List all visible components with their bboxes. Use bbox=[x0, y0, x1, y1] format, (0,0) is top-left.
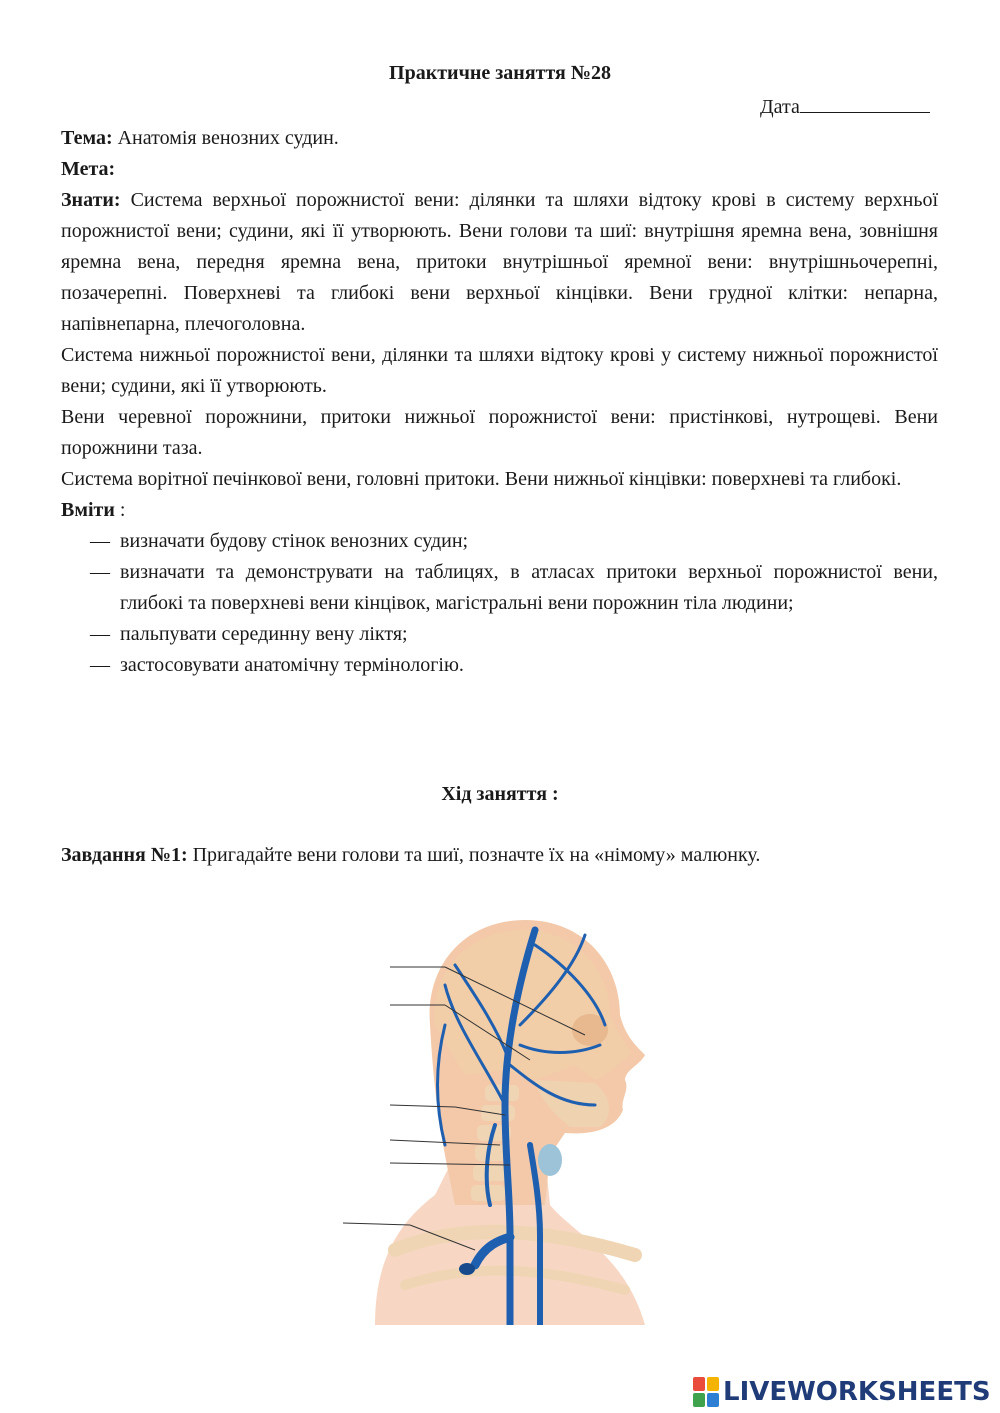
task-1-text: Пригадайте вени голови та шиї, позначте їх на «німому» малюнку. bbox=[192, 844, 761, 866]
section-title: Хід заняття : bbox=[441, 783, 559, 805]
dash-bullet: — bbox=[90, 561, 110, 583]
list-item bbox=[61, 526, 938, 557]
dash-bullet: — bbox=[90, 623, 110, 645]
goal-line bbox=[61, 154, 938, 185]
skills-list bbox=[61, 526, 938, 681]
skill-text: застосовувати анатомічну термінологію. bbox=[120, 654, 464, 676]
thyroid bbox=[538, 1144, 562, 1176]
skull-bone bbox=[435, 930, 631, 1080]
know-paragraph-3: Вени черевної порожнини, притоки нижньої порожнистої вени: пристінкові, нутрощеві. Вени порожнини таза. bbox=[61, 406, 938, 459]
logo-mark-icon bbox=[693, 1377, 719, 1407]
task-1 bbox=[61, 844, 760, 867]
theme-label: Тема: bbox=[61, 127, 113, 149]
skills-line bbox=[61, 495, 938, 526]
date-field bbox=[760, 94, 930, 119]
goal-label: Мета: bbox=[61, 158, 116, 180]
logo-text: LIVEWORKSHEETS bbox=[723, 1377, 991, 1407]
skill-text: визначати та демонструвати на таблицях, в атласах притоки верхньої порожнистої вени, глибокі та поверхневі вени кінцівок, магістральні вени порожнин тіла людини; bbox=[120, 561, 938, 614]
lesson-description bbox=[61, 123, 938, 681]
know-label: Знати: bbox=[61, 189, 121, 211]
know-paragraph-4: Система ворітної печінкової вени, головні притоки. Вени нижньої кінцівки: поверхневі та глибокі. bbox=[61, 468, 902, 490]
skill-text: визначати будову стінок венозних судин; bbox=[120, 530, 469, 552]
list-item bbox=[61, 619, 938, 650]
date-label: Дата bbox=[760, 96, 800, 118]
know-text-1: Система верхньої порожнистої вени: ділянки та шляхи відтоку крові в систему верхньої порожнистої вени; судини, які її утворюють. Вени голови та шиї: внутрішня яремна вена, зовнішня яремна вена, передня яремна вена, притоки внутрішньої яремної вени: внутрішньочерепні, позачерепні. Поверхневі та глибокі вени верхньої кінцівки. Вени грудної клітки: непарна, напівнепарна, плечоголовна. bbox=[61, 189, 939, 335]
skills-colon: : bbox=[114, 499, 126, 521]
task-1-label: Завдання №1: bbox=[61, 844, 188, 866]
vessel-cut-end bbox=[459, 1263, 475, 1275]
theme-text: Анатомія венозних судин. bbox=[117, 127, 339, 149]
dash-bullet: — bbox=[90, 530, 110, 552]
know-paragraph-2: Система нижньої порожнистої вени, ділянки та шляхи відтоку крові у систему нижньої порожнистої вени; судини, які її утворюють. bbox=[61, 344, 938, 397]
list-item bbox=[61, 650, 938, 681]
skill-text: пальпувати серединну вену ліктя; bbox=[120, 623, 408, 645]
dash-bullet: — bbox=[90, 654, 110, 676]
liveworksheets-logo[interactable] bbox=[693, 1375, 991, 1409]
page-title: Практичне заняття №28 bbox=[389, 62, 611, 84]
date-blank[interactable] bbox=[800, 94, 930, 113]
skills-label: Вміти bbox=[61, 499, 115, 521]
know-paragraph-1 bbox=[61, 185, 938, 340]
head-neck-veins-illustration bbox=[335, 905, 665, 1325]
list-item bbox=[61, 557, 938, 619]
theme-line bbox=[61, 123, 938, 154]
